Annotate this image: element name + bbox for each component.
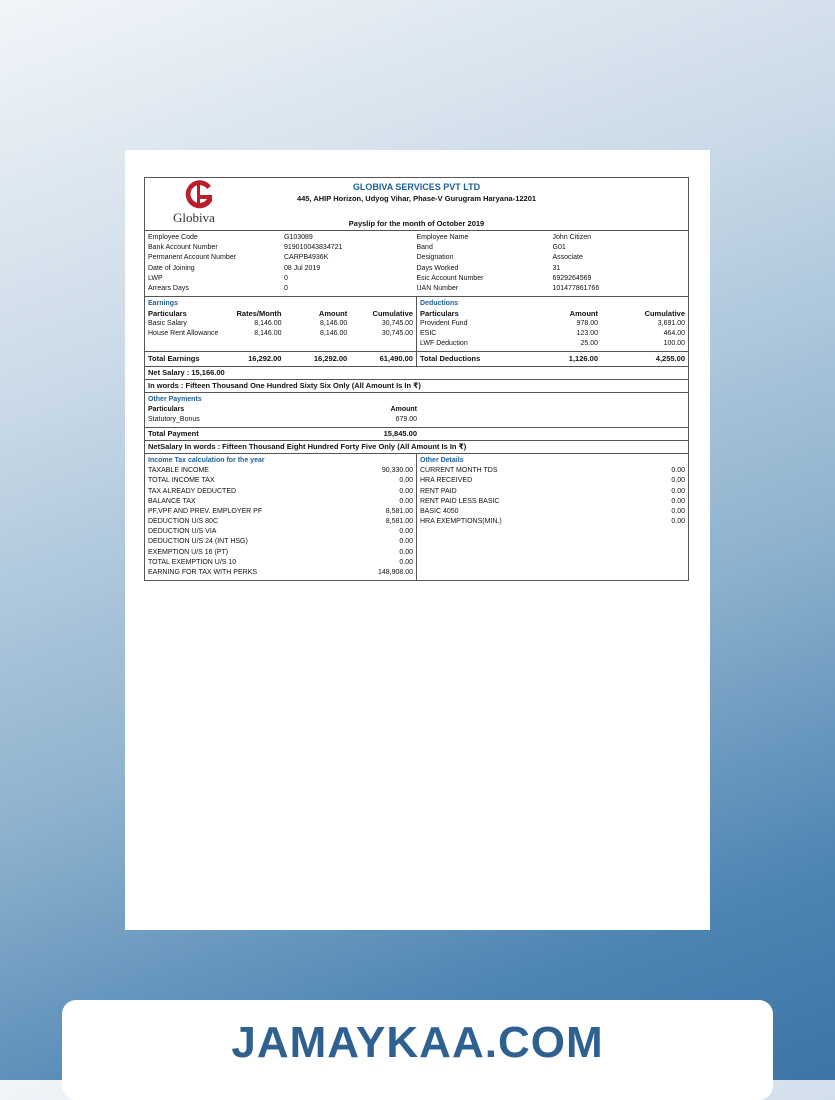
employee-info-label: Bank Account Number xyxy=(148,244,218,252)
income-tax-value: 0.00 xyxy=(399,487,413,495)
earnings-section xyxy=(145,297,417,351)
deductions-cell: 464.00 xyxy=(663,330,685,338)
total-payment-amount: 15,845.00 xyxy=(383,429,417,439)
deductions-cell: LWF Deduction xyxy=(420,340,468,348)
payslip xyxy=(144,177,689,581)
income-tax-row xyxy=(148,517,413,527)
income-tax-row xyxy=(148,568,413,578)
earnings-cell: 8,146.00 xyxy=(254,330,282,338)
deductions-col-amount: Amount xyxy=(569,309,598,319)
total-payment-label: Total Payment xyxy=(148,429,199,439)
employee-info-label: LWP xyxy=(148,274,163,282)
other-details-value: 0.00 xyxy=(671,518,685,526)
employee-info-row xyxy=(148,274,417,284)
employee-info-label: Esic Account Number xyxy=(416,274,484,282)
income-tax-label: EXEMPTION U/S 16 (PT) xyxy=(148,548,229,556)
income-tax-label: BALANCE TAX xyxy=(148,497,196,505)
company-address: 445, AHIP Horizon, Udyog Vihar, Phase-V Gurugram Haryana-12201 xyxy=(296,194,537,203)
deductions-row xyxy=(420,339,685,349)
earnings-cell: Basic Salary xyxy=(148,320,187,328)
other-details-label: CURRENT MONTH TDS xyxy=(420,467,498,475)
other-details-value: 0.00 xyxy=(671,467,685,475)
payslip-paper xyxy=(125,150,710,930)
employee-info-value: 08 Jul 2019 xyxy=(284,264,321,272)
other-details-label: BASIC 4050 xyxy=(420,507,459,515)
total-deductions xyxy=(417,354,688,364)
earnings-rows xyxy=(148,319,413,339)
employee-info-value: 6929264569 xyxy=(552,274,592,282)
employee-info-label: Employee Name xyxy=(416,234,469,241)
employee-info-label: UAN Number xyxy=(416,284,459,292)
income-tax-label: PF,VPF AND PREV. EMPLOYER PF xyxy=(148,507,263,515)
earnings-cell: 8,146.00 xyxy=(319,330,348,338)
total-deductions-amount: 1,126.00 xyxy=(568,354,598,364)
earnings-cell: 8,146.00 xyxy=(254,320,282,328)
income-tax-row xyxy=(148,476,413,486)
total-payment xyxy=(145,427,688,440)
other-details-value: 0.00 xyxy=(671,477,685,485)
employee-info-row xyxy=(417,284,686,294)
earnings-col-rates: Rates/Month xyxy=(236,309,282,319)
other-payments-col-amount: Amount xyxy=(390,406,417,414)
income-tax-row xyxy=(148,466,413,476)
income-tax-value: 0.00 xyxy=(399,497,413,505)
income-tax-row xyxy=(148,558,413,568)
other-details-label: HRA EXEMPTIONS(MIN.) xyxy=(420,518,502,526)
other-payments-row xyxy=(148,415,685,425)
employee-info-value: G01 xyxy=(552,244,566,252)
employee-info-label: Days Worked xyxy=(416,264,459,272)
other-payments-cell: Statutory_Bonus xyxy=(148,416,200,424)
deductions-col-cumulative: Cumulative xyxy=(644,309,685,319)
income-tax-label: TOTAL EXEMPTION U/S 10 xyxy=(148,558,237,566)
employee-info-row xyxy=(148,233,417,243)
other-payments xyxy=(145,392,688,427)
total-deductions-cumulative: 4,255.00 xyxy=(655,354,685,364)
other-details-row xyxy=(420,517,685,527)
other-details-row xyxy=(420,476,685,486)
payslip-header xyxy=(145,178,688,230)
deductions-rows xyxy=(420,319,685,349)
income-tax-value: 0.00 xyxy=(399,558,413,566)
other-details-rows xyxy=(420,466,685,527)
employee-info-value: G103089 xyxy=(284,234,313,241)
earnings-cell: 30,745.00 xyxy=(381,330,413,338)
employee-info-row xyxy=(417,233,686,243)
tax-section xyxy=(145,453,688,580)
income-tax-label: TOTAL INCOME TAX xyxy=(148,477,215,485)
income-tax-value: 0.00 xyxy=(399,528,413,536)
income-tax-value: 8,581.00 xyxy=(385,507,413,515)
deductions-cell: 25.00 xyxy=(580,340,598,348)
company-name: GLOBIVA SERVICES PVT LTD xyxy=(352,182,481,192)
earnings-row xyxy=(148,329,413,339)
income-tax-value: 8,581.00 xyxy=(385,518,413,526)
totals-row xyxy=(145,351,688,366)
employee-info xyxy=(145,230,688,296)
deductions-title: Deductions xyxy=(420,300,459,308)
earnings-deductions xyxy=(145,296,688,351)
income-tax-label: DEDUCTION U/S 80C xyxy=(148,518,219,526)
employee-info-label: Arrears Days xyxy=(148,284,189,292)
employee-info-label: Employee Code xyxy=(148,234,198,241)
earnings-cell: House Rent Allowance xyxy=(148,330,219,338)
employee-info-left xyxy=(148,233,417,294)
other-details-label: HRA RECEIVED xyxy=(420,477,473,485)
employee-info-value: 0 xyxy=(284,274,288,282)
earnings-col-cumulative: Cumulative xyxy=(372,309,413,319)
income-tax-value: 0.00 xyxy=(399,548,413,556)
income-tax-label: EARNING FOR TAX WITH PERKS xyxy=(148,569,258,576)
employee-info-label: Permanent Account Number xyxy=(148,254,236,262)
income-tax-label: TAX ALREADY DEDUCTED xyxy=(148,487,237,495)
deductions-cell: ESIC xyxy=(420,330,437,338)
employee-info-label: Band xyxy=(416,244,433,252)
net-salary-words-2: NetSalary In words : Fifteen Thousand Eight Hundred Forty Five Only (All Amount Is In ₹) xyxy=(145,440,688,453)
total-earnings-cumulative: 61,490.00 xyxy=(379,354,413,364)
earnings-row xyxy=(148,319,413,329)
income-tax-row xyxy=(148,527,413,537)
deductions-row xyxy=(420,329,685,339)
income-tax-value: 0.00 xyxy=(399,477,413,485)
employee-info-value: John Citizen xyxy=(552,234,592,241)
watermark-banner xyxy=(62,1000,773,1100)
employee-info-value: CARPB4936K xyxy=(284,254,329,262)
employee-info-value: 31 xyxy=(552,264,561,272)
employee-info-row xyxy=(148,264,417,274)
income-tax-label: TAXABLE INCOME xyxy=(148,467,209,475)
income-tax-row xyxy=(148,497,413,507)
other-payments-header xyxy=(148,405,685,415)
earnings-cell: 8,146.00 xyxy=(319,320,348,328)
net-salary: Net Salary : 15,166.00 xyxy=(145,366,688,379)
earnings-col-amount: Amount xyxy=(318,309,348,319)
total-earnings-rate: 16,292.00 xyxy=(248,354,282,364)
income-tax-label: DEDUCTION U/S 24 (INT HSG) xyxy=(148,538,248,546)
income-tax-section xyxy=(145,454,417,580)
employee-info-label: Designation xyxy=(416,254,454,262)
other-details-section xyxy=(417,454,688,580)
other-payments-cell: 679.00 xyxy=(395,416,417,424)
earnings-cell: 30,745.00 xyxy=(381,320,413,328)
income-tax-value: 90,330.00 xyxy=(381,467,413,475)
employee-info-label: Date of Joining xyxy=(148,264,195,272)
income-tax-row xyxy=(148,537,413,547)
employee-info-row xyxy=(417,264,686,274)
other-details-label: RENT PAID LESS BASIC xyxy=(420,497,500,505)
other-details-label: RENT PAID xyxy=(420,487,457,495)
other-details-value: 0.00 xyxy=(671,487,685,495)
income-tax-label: DEDUCTION U/S VIA xyxy=(148,528,217,536)
deductions-cell: 978.00 xyxy=(576,320,598,328)
total-earnings xyxy=(145,352,417,366)
deductions-cell: 100.00 xyxy=(663,340,685,348)
deductions-cell: Provident Fund xyxy=(420,320,468,328)
employee-info-row xyxy=(148,243,417,253)
total-deductions-label: Total Deductions xyxy=(420,354,481,364)
employee-info-row xyxy=(417,274,686,284)
other-details-row xyxy=(420,466,685,476)
other-payments-col-particulars: Particulars xyxy=(148,406,185,414)
earnings-title: Earnings xyxy=(148,300,178,308)
deductions-header xyxy=(420,309,685,319)
earnings-header xyxy=(148,309,413,319)
earnings-col-particulars: Particulars xyxy=(148,309,187,319)
other-details-row xyxy=(420,507,685,517)
income-tax-row xyxy=(148,487,413,497)
deductions-section xyxy=(417,297,688,351)
employee-info-row xyxy=(417,253,686,263)
payslip-title: Payslip for the month of October 2019 xyxy=(348,219,485,228)
employee-info-row xyxy=(148,284,417,294)
deductions-cell: 123.00 xyxy=(576,330,598,338)
employee-info-right xyxy=(417,233,686,294)
income-tax-title: Income Tax calculation for the year xyxy=(148,457,265,465)
deductions-row xyxy=(420,319,685,329)
employee-info-row xyxy=(417,243,686,253)
income-tax-row xyxy=(148,507,413,517)
employee-info-row xyxy=(148,253,417,263)
deductions-col-particulars: Particulars xyxy=(420,309,459,319)
other-payments-rows xyxy=(148,415,685,425)
watermark-text: JAMAYKAA.COM xyxy=(231,1018,604,1067)
other-details-title: Other Details xyxy=(420,457,464,465)
other-payments-title: Other Payments xyxy=(148,396,202,404)
income-tax-value: 148,908.00 xyxy=(377,569,413,576)
logo-text: Globiva xyxy=(173,210,215,225)
other-details-value: 0.00 xyxy=(671,507,685,515)
employee-info-value: 101477861766 xyxy=(552,284,600,292)
net-salary-words: In words : Fifteen Thousand One Hundred Sixty Six Only (All Amount Is In ₹) xyxy=(145,379,688,392)
deductions-cell: 3,691.00 xyxy=(657,320,685,328)
income-tax-row xyxy=(148,548,413,558)
employee-info-value: Associate xyxy=(552,254,583,262)
total-earnings-label: Total Earnings xyxy=(148,354,200,364)
income-tax-rows xyxy=(148,466,413,578)
total-earnings-amount: 16,292.00 xyxy=(313,354,348,364)
other-details-row xyxy=(420,487,685,497)
employee-info-value: 919010043834721 xyxy=(284,244,343,252)
other-details-value: 0.00 xyxy=(671,497,685,505)
other-details-row xyxy=(420,497,685,507)
income-tax-value: 0.00 xyxy=(399,538,413,546)
employee-info-value: 0 xyxy=(284,284,288,292)
